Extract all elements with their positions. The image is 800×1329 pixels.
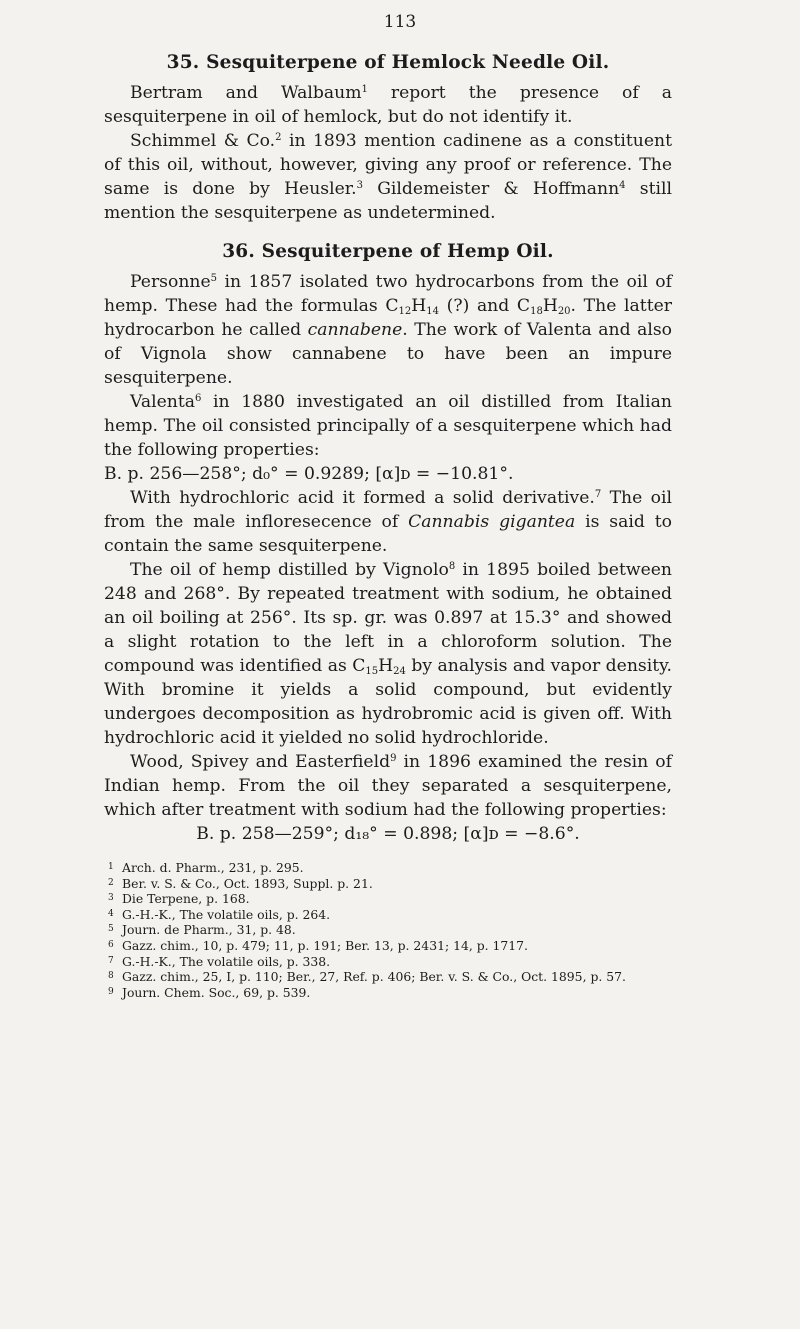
footnote-ref[interactable]: 2: [275, 132, 282, 143]
properties-line: B. p. 256—258°; d₀° = 0.9289; [α]ᴅ = −10.81°.: [104, 464, 514, 484]
paragraph: Personne$^5$ in 1857 isolated two hydrocarbons from the oil of hemp. These had the formulas $C_{12}H_{14}$ (?) and $C_{18}H_{20}$. The latter hydrocarbon he called cannabene. The work of Valenta and also of Vignola show cannabene to have been an impure sesquiterpene.: [104, 272, 672, 388]
paragraph: With hydrochloric acid it formed a solid derivative.$^7$ The oil from the male infloresecence of Cannabis gigantea is said to contain the same sesquiterpene.: [104, 488, 672, 556]
page-number: 113: [383, 12, 417, 32]
footnote: 2 Ber. v. S. & Co., Oct. 1893, Suppl. p. 21.: [108, 875, 373, 891]
section-heading-36: 36. Sesquiterpene of Hemp Oil.: [222, 241, 554, 262]
footnote-ref[interactable]: 7: [594, 489, 602, 500]
footnote-ref[interactable]: 9: [390, 753, 397, 764]
footnote: 8 Gazz. chim., 25, I, p. 110; Ber., 27, Ref. p. 406; Ber. v. S. & Co., Oct. 1895, p. 57.: [108, 969, 626, 985]
paragraph: Bertram and Walbaum$^1$ report the presence of a sesquiterpene in oil of hemlock, but do not identify it.: [104, 83, 672, 127]
footnote: 4 G.-H.-K., The volatile oils, p. 264.: [108, 906, 331, 922]
footnote: 3 Die Terpene, p. 168.: [108, 891, 250, 907]
footnote-ref[interactable]: 1: [361, 84, 368, 95]
footnote: 1 Arch. d. Pharm., 231, p. 295.: [108, 860, 304, 875]
footnote: 7 G.-H.-K., The volatile oils, p. 338.: [108, 953, 331, 969]
footnote-ref[interactable]: 4: [619, 180, 626, 191]
footnote: 9 Journ. Chem. Soc., 69, p. 539.: [108, 984, 311, 1000]
paragraph: The oil of hemp distilled by Vignolo$^8$ in 1895 boiled between 248 and 268°. By repeated treatment with sodium, he obtained an oil boiling at 256°. Its sp. gr. was 0.897 at 15.3° and showed a slight rotation to the left in a chloroform solution. The compound was identified as $C_{15}H_{24}$ by analysis and vapor density. With bromine it yields a solid compound, but evidently undergoes decomposition as hydrobromic acid is given off. With hydrochloric acid it yielded no solid hydrochloride.: [104, 560, 673, 748]
footnote-ref[interactable]: 8: [448, 561, 456, 572]
footnote-ref[interactable]: 3: [356, 180, 363, 191]
text-column: [104, 52, 672, 1000]
section-heading-35: 35. Sesquiterpene of Hemlock Needle Oil.: [166, 52, 610, 73]
footnote-ref[interactable]: 5: [210, 273, 218, 284]
footnotes: [104, 860, 672, 1000]
footnote: 5 Journ. de Pharm., 31, p. 48.: [108, 922, 296, 938]
paragraph: Wood, Spivey and Easterfield$^9$ in 1896 examined the resin of Indian hemp. From the oil they separated a sesquiterpene, which after treatment with sodium had the following properties:: [104, 752, 672, 820]
paragraph: Schimmel & Co.$^2$ in 1893 mention cadinene as a constituent of this oil, without, however, giving any proof or reference. The same is done by Heusler.$^3$ Gildemeister & Hoffmann$^4$ still mention the sesquiterpene as undetermined.: [104, 131, 672, 223]
properties-line: B. p. 258—259°; d₁₈° = 0.898; [α]ᴅ = −8.6°.: [196, 824, 580, 844]
footnote: 6 Gazz. chim., 10, p. 479; 11, p. 191; Ber. 13, p. 2431; 14, p. 1717.: [108, 937, 528, 953]
paragraph: Valenta$^6$ in 1880 investigated an oil distilled from Italian hemp. The oil consisted principally of a sesquiterpene which had the following properties:: [104, 392, 672, 460]
footnote-ref[interactable]: 6: [194, 393, 202, 404]
